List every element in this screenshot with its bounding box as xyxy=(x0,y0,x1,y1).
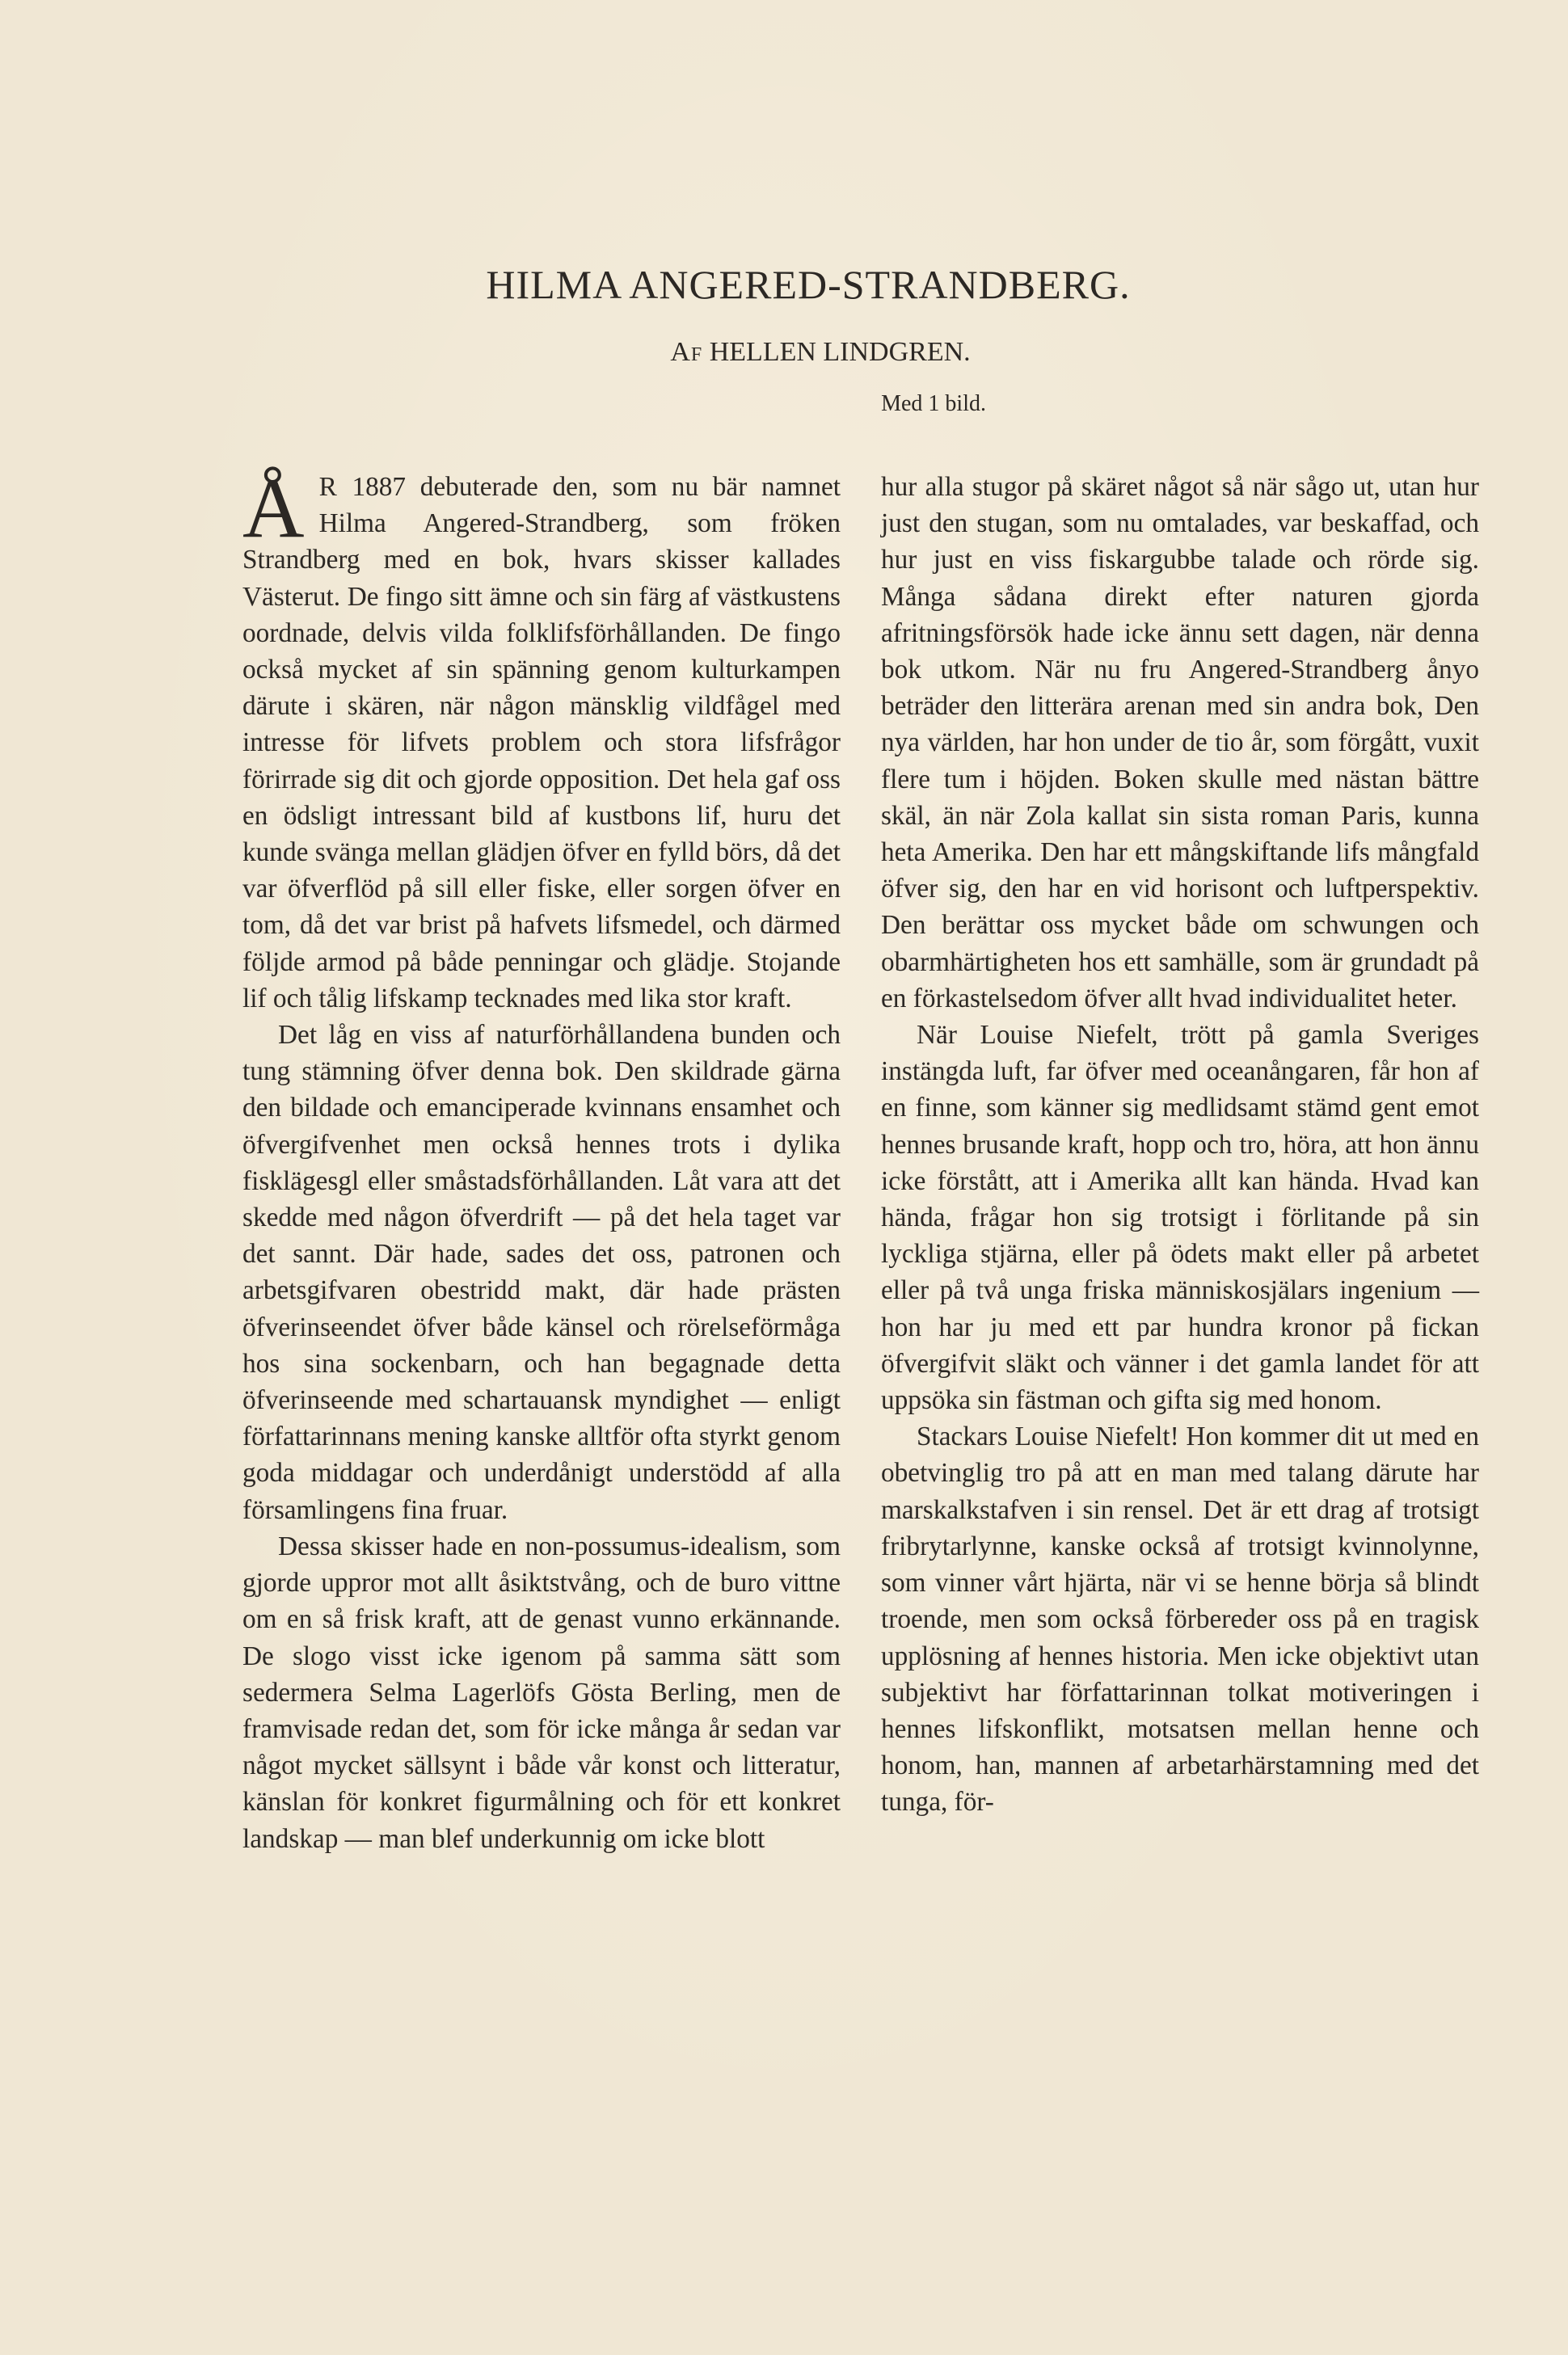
paragraph: Stackars Louise Niefelt! Hon kommer dit ut med en obetvinglig tro på att en man med talang därute har marskalkstafven i sin rensel. Det är ett drag af trotsigt fribrytarlynne, kanske också af trotsigt kvinnolynne, som vinner vårt hjärta, när vi se henne börja så blindt troende, men som också förbereder oss på en tragisk upplösning af hennes historia. Men icke objektivt utan subjektivt har författarinnan tolkat motiveringen i hennes lifskonflikt, motsatsen mellan henne och honom, han, mannen af arbetarhärstamning med det tunga, för- xyxy=(881,1422,1479,1818)
byline-prefix: Af xyxy=(670,337,703,367)
right-column xyxy=(881,469,1479,1821)
lead-letter: R xyxy=(318,472,338,502)
paragraph xyxy=(242,461,841,1017)
article-title: HILMA ANGERED-STRANDBERG. xyxy=(486,262,1131,307)
paragraph: När Louise Niefelt, trött på gamla Sveriges instängda luft, far öfver med oceanångaren, får hon af en finne, som känner sig medlidsamt stämd gent emot hennes brusande kraft, hopp och tro, höra, att hon ännu icke förstått, att i Amerika allt kan hända. Hvad kan hända, frågar hon sig trotsigt i förlitande på sin lyckliga stjärna, eller på ödets makt eller på arbetet eller på två unga friska människosjälars ingenium — hon har ju med ett par hundra kronor på fickan öfvergifvit släkt och vänner i det gamla landet för att uppsöka sin fästman och gifta sig med honom. xyxy=(881,1020,1479,1416)
paragraph-text: 1887 debuterade den, som nu bär namnet Hilma Angered-Strandberg, som fröken Strandberg med en bok, hvars skisser kallades Västerut. De fingo sitt ämne och sin färg af västkustens oordnade, delvis vilda folklifsförhållanden. De fingo också mycket af sin spänning genom kulturkampen därute i skären, när någon mänsklig vildfågel med intresse för lifvets problem och stora lifsfrågor förirrade sig dit och gjorde opposition. Det hela gaf oss en ödsligt intressant bild af kustbons lif, huru det kunde svänga mellan glädjen öfver en fylld börs, då det var öfverflöd på sill eller fiske, eller sorgen öfver en tom, då det var brist på hafvets lifsmedel, och därmed följde armod på både penningar och glädje. Stojande lif och tålig lifskamp tecknades med lika stor kraft. xyxy=(242,472,841,1013)
drop-cap: Å xyxy=(242,461,305,555)
byline xyxy=(0,335,1568,370)
left-column xyxy=(242,461,841,1857)
paragraph: Det låg en viss af naturförhållandena bunden och tung stämning öfver denna bok. Den skildrade gärna den bildade och emanciperade kvinnans ensamhet och öfvergifvenhet men också hennes trots i dylika fisklägesgl eller småstadsförhållanden. Låt vara att det skedde med någon öfverdrift — på det hela taget var det sannt. Där hade, sades det oss, patronen och arbetsgifvaren obestridd makt, där hade prästen öfverinseendet öfver både känsel och rörelseförmåga hos sina sockenbarn, och han begagnade detta öfverinseende med schartauansk myndighet — enligt författarinnans mening kanske alltför ofta styrkt genom goda middagar och underdånigt understödd af alla församlingens fina fruar. xyxy=(242,1020,841,1525)
paragraph: Dessa skisser hade en non-possumus-idealism, som gjorde uppror mot allt åsiktstvång, och de buro vittne om en så frisk kraft, att de genast vunno erkännande. De slogo visst icke igenom på samma sätt som sedermera Selma Lagerlöfs Gösta Berling, men de framvisade redan det, som för icke många år sedan var något mycket sällsynt i både vår konst och litteratur, känslan för konkret figurmålning och för ett konkret landskap — man blef underkunnig om icke blott xyxy=(242,1531,841,1854)
paragraph: hur alla stugor på skäret något så när sågo ut, utan hur just den stugan, som nu omtalades, var beskaffad, och hur just en viss fiskargubbe talade och rörde sig. Många sådana direkt efter naturen gjorda afritningsförsök hade icke ännu sett dagen, när denna bok utkom. När nu fru Angered-Strandberg ånyo beträder den litterära arenan med sin andra bok, Den nya världen, har hon under de tio år, som förgått, vuxit flere tum i höjden. Boken skulle med nästan bättre skäl, än när Zola kallat sin sista roman Paris, kunna heta Amerika. Den har ett mångskiftande lifs mångfald öfver sig, den har en vid horisont och luftperspektiv. Den berättar oss mycket både om schwungen och obarmhärtigheten hos ett samhälle, som är grundadt på en förkastelsedom öfver allt hvad individualitet heter. xyxy=(881,472,1479,1013)
illustration-note: Med 1 bild. xyxy=(881,391,986,416)
author-name: HELLEN LINDGREN. xyxy=(709,337,971,367)
